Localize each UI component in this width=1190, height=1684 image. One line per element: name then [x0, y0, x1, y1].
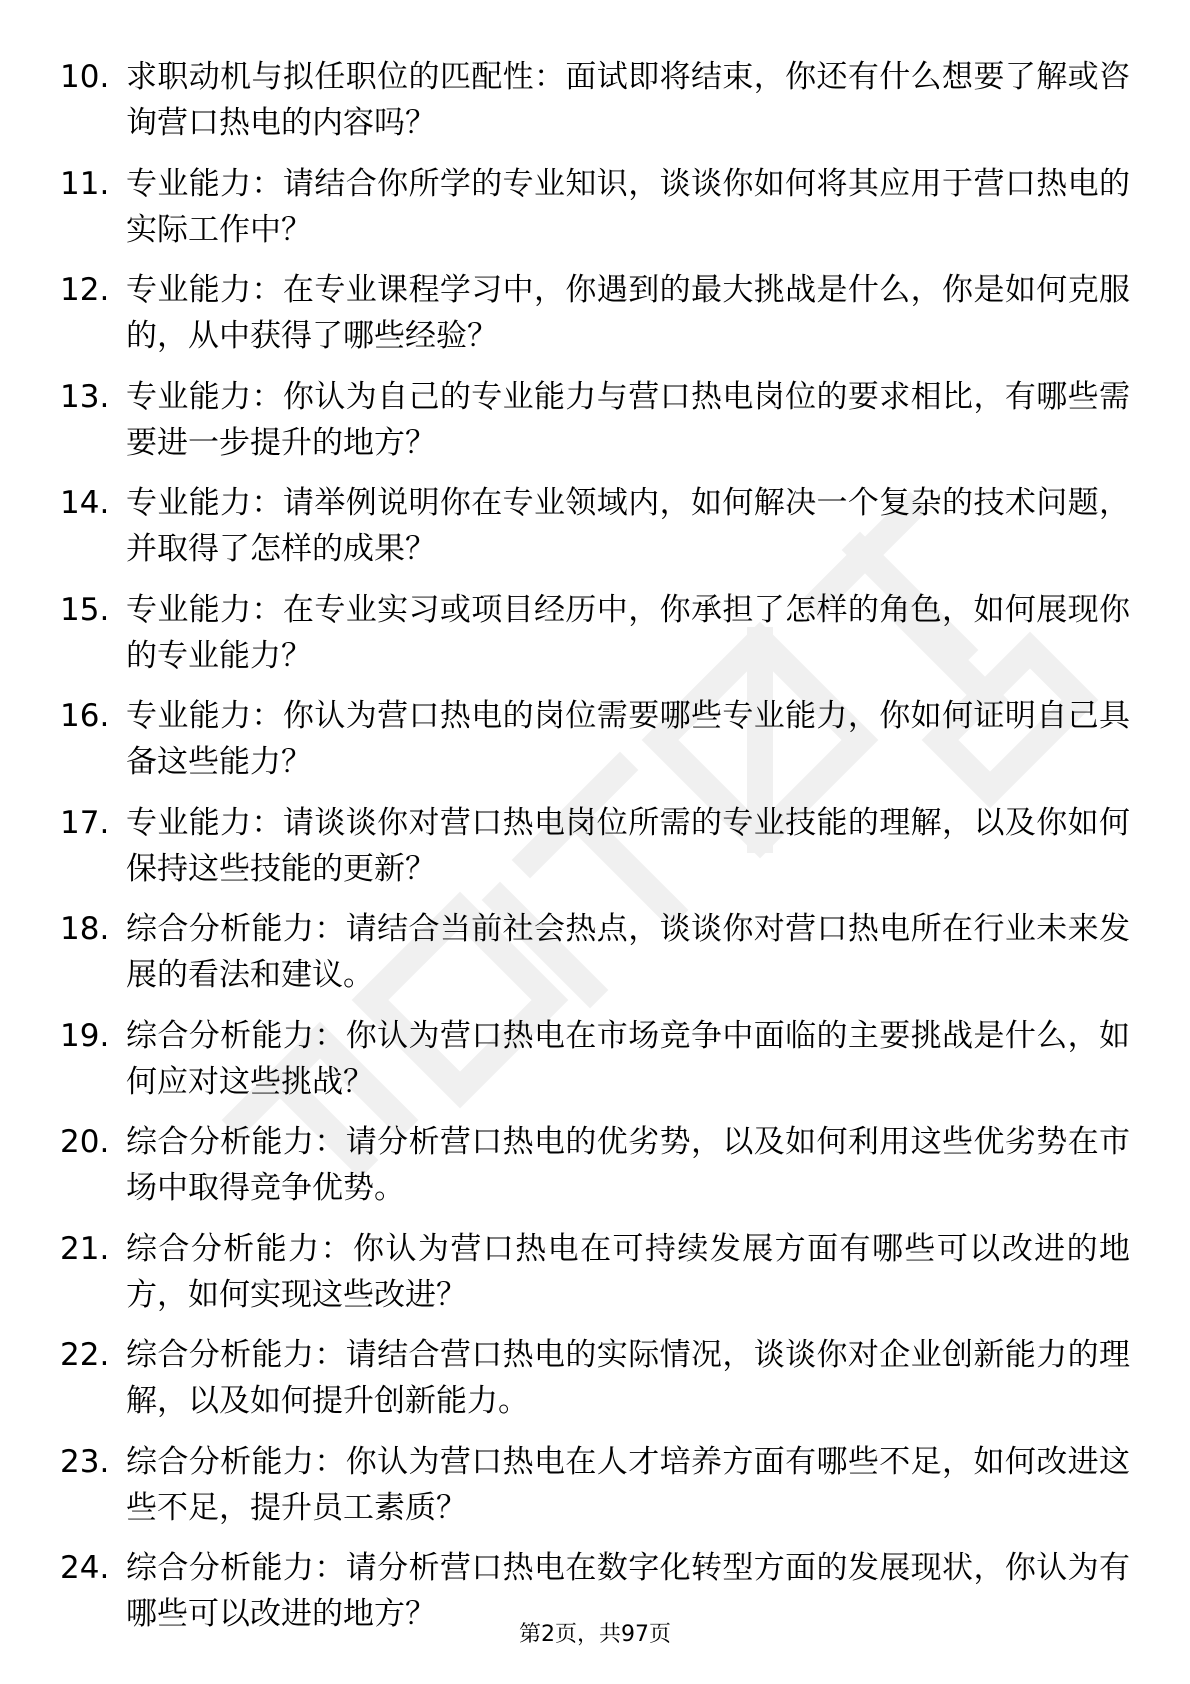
question-text: 专业能力：请结合你所学的专业知识，谈谈你如何将其应用于营口热电的实际工作中？ — [126, 165, 1130, 248]
question-item — [60, 1226, 1130, 1318]
question-number: 14. — [60, 485, 110, 521]
question-item — [60, 693, 1130, 785]
question-text: 专业能力：请谈谈你对营口热电岗位所需的专业技能的理解，以及你如何保持这些技能的更新？ — [126, 804, 1130, 887]
question-list — [60, 54, 1130, 1652]
question-text: 求职动机与拟任职位的匹配性：面试即将结束，你还有什么想要了解或咨询营口热电的内容吗？ — [126, 59, 1130, 141]
question-number: 11. — [60, 165, 110, 202]
question-number: 17. — [60, 804, 110, 841]
question-text: 综合分析能力：请分析营口热电在数字化转型方面的发展现状，你认为有哪些可以改进的地方？ — [126, 1550, 1130, 1632]
question-text: 专业能力：在专业课程学习中，你遇到的最大挑战是什么，你是如何克服的，从中获得了哪些经验？ — [126, 272, 1130, 354]
question-item — [60, 1332, 1130, 1424]
question-text: 专业能力：在专业实习或项目经历中，你承担了怎样的角色，如何展现你的专业能力？ — [126, 591, 1130, 674]
question-number: 10. — [60, 59, 110, 95]
question-text: 专业能力：你认为自己的专业能力与营口热电岗位的要求相比，有哪些需要进一步提升的地方？ — [126, 378, 1130, 461]
question-item — [60, 1119, 1130, 1211]
question-text: 综合分析能力：请结合当前社会热点，谈谈你对营口热电所在行业未来发展的看法和建议。 — [126, 911, 1130, 993]
question-number: 19. — [60, 1017, 110, 1054]
question-item — [60, 161, 1130, 253]
question-text: 综合分析能力：请分析营口热电的优劣势，以及如何利用这些优劣势在市场中取得竞争优势。 — [126, 1124, 1130, 1206]
question-item — [60, 587, 1130, 679]
question-number: 24. — [60, 1550, 110, 1586]
question-number: 15. — [60, 591, 110, 628]
question-text: 综合分析能力：你认为营口热电在人才培养方面有哪些不足，如何改进这些不足，提升员工素质？ — [126, 1443, 1130, 1526]
question-text: 综合分析能力：你认为营口热电在可持续发展方面有哪些可以改进的地方，如何实现这些改进？ — [126, 1230, 1130, 1313]
question-number: 13. — [60, 378, 110, 415]
question-number: 23. — [60, 1443, 110, 1480]
question-item — [60, 1439, 1130, 1531]
question-item — [60, 54, 1130, 146]
question-number: 21. — [60, 1230, 110, 1267]
question-text: 综合分析能力：你认为营口热电在市场竞争中面临的主要挑战是什么，如何应对这些挑战？ — [126, 1017, 1130, 1100]
question-text: 专业能力：请举例说明你在专业领域内，如何解决一个复杂的技术问题，并取得了怎样的成果？ — [126, 485, 1130, 567]
question-number: 20. — [60, 1124, 110, 1160]
question-item — [60, 480, 1130, 572]
page-number-footer: 第2页，共97页 — [519, 1622, 671, 1647]
question-number: 12. — [60, 272, 110, 308]
question-item — [60, 800, 1130, 892]
question-item — [60, 374, 1130, 466]
question-item — [60, 906, 1130, 998]
question-number: 18. — [60, 911, 110, 947]
question-number: 16. — [60, 698, 110, 734]
question-text: 专业能力：你认为营口热电的岗位需要哪些专业能力，你如何证明自己具备这些能力？ — [126, 698, 1130, 780]
question-text: 综合分析能力：请结合营口热电的实际情况，谈谈你对企业创新能力的理解，以及如何提升创新能力。 — [126, 1337, 1130, 1419]
question-number: 22. — [60, 1337, 110, 1373]
question-item — [60, 1013, 1130, 1105]
question-item — [60, 267, 1130, 359]
